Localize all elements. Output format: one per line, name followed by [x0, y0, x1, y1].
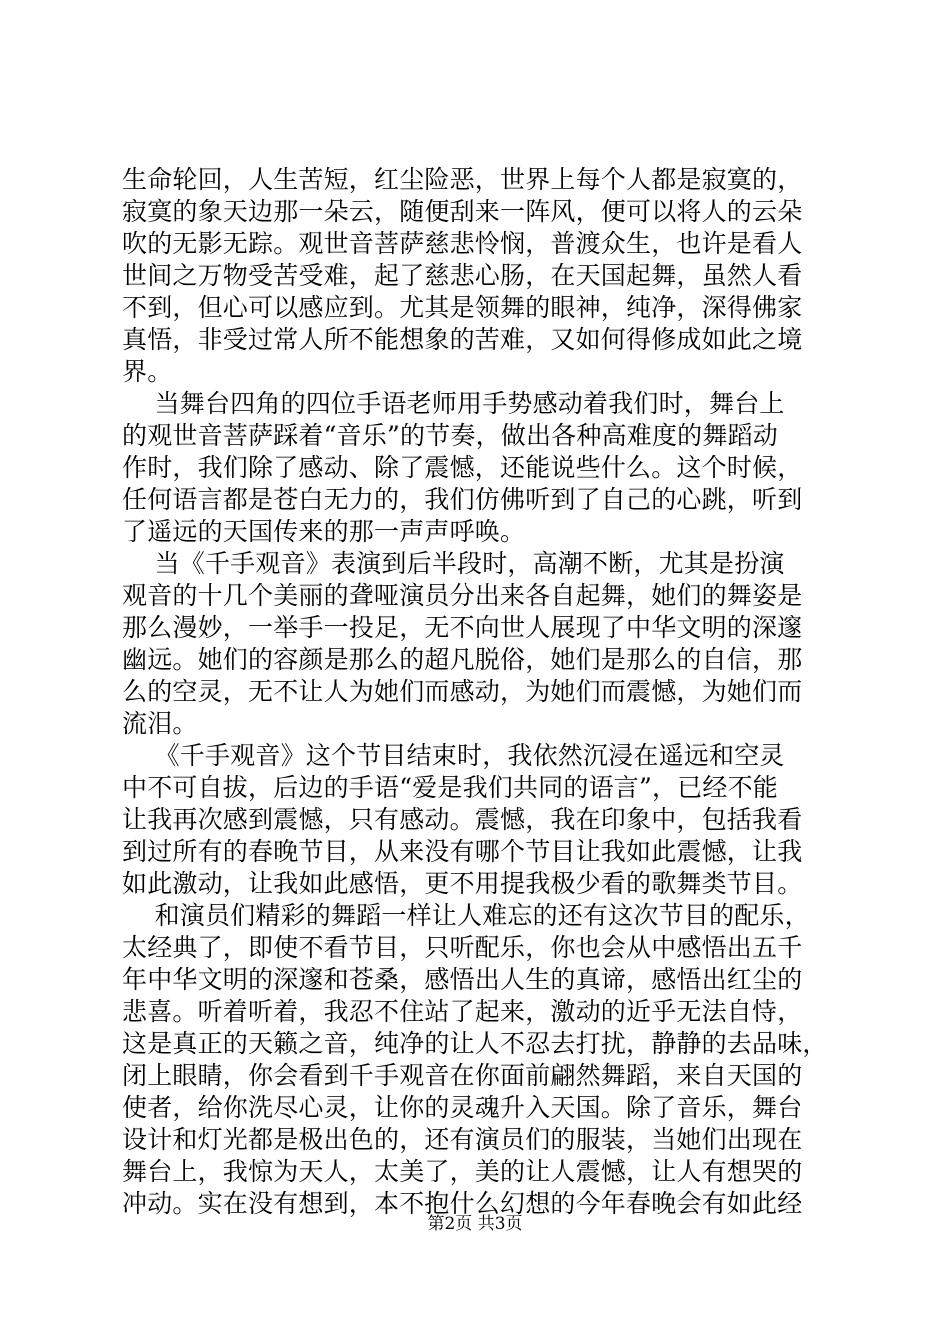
text-line: 界。: [122, 357, 173, 386]
text-line: 的观世音菩萨踩着“音乐”的节奏，做出各种高难度的舞蹈动: [122, 421, 778, 450]
body-text: [122, 164, 834, 1220]
text-line: 真悟，非受过常人所不能想象的苦难，又如何得修成如此之境: [122, 325, 803, 354]
text-line: 了遥远的天国传来的那一声声呼唤。: [122, 517, 526, 546]
text-line: 年中华文明的深邃和苍桑，感悟出人生的真谛，感悟出红尘的: [122, 965, 803, 994]
text-line: 不到，但心可以感应到。尤其是领舞的眼神，纯净，深得佛家: [122, 293, 803, 322]
text-line: 《千手观音》这个节目结束时，我依然沉浸在遥远和空灵: [122, 741, 785, 770]
text-line: 那么漫妙，一举手一投足，无不向世人展现了中华文明的深邃: [122, 613, 803, 642]
text-line: 中不可自拔，后边的手语“爱是我们共同的语言”，已经不能: [122, 773, 778, 802]
text-line: 世间之万物受苦受难，起了慈悲心肠，在天国起舞，虽然人看: [122, 261, 803, 290]
text-line: 幽远。她们的容颜是那么的超凡脱俗，她们是那么的自信，那: [122, 645, 803, 674]
text-line: 设计和灯光都是极出色的，还有演员们的服装，当她们出现在: [122, 1125, 803, 1154]
text-line: 让我再次感到震憾，只有感动。震憾，我在印象中，包括我看: [122, 805, 803, 834]
text-line: 任何语言都是苍白无力的，我们仿佛听到了自己的心跳，听到: [122, 485, 803, 514]
text-line: 观音的十几个美丽的聋哑演员分出来各自起舞，她们的舞姿是: [122, 581, 803, 610]
text-line: 太经典了，即使不看节目，只听配乐，你也会从中感悟出五千: [122, 933, 803, 962]
text-line: 如此激动，让我如此感悟，更不用提我极少看的歌舞类节目。: [122, 869, 803, 898]
text-line: 闭上眼睛，你会看到千手观音在你面前翩然舞蹈，来自天国的: [122, 1061, 803, 1090]
text-line: 生命轮回，人生苦短，红尘险恶，世界上每个人都是寂寞的，: [122, 165, 803, 194]
text-line: 么的空灵，无不让人为她们而感动，为她们而震憾，为她们而: [122, 677, 803, 706]
text-line: 和演员们精彩的舞蹈一样让人难忘的还有这次节目的配乐，: [122, 901, 810, 930]
text-line: 当舞台四角的四位手语老师用手势感动着我们时，舞台上: [122, 389, 785, 418]
text-line: 寂寞的象天边那一朵云，随便刮来一阵风，便可以将人的云朵: [122, 197, 803, 226]
text-line: 冲动。实在没有想到，本不抱什么幻想的今年春晚会有如此经: [122, 1189, 803, 1218]
page-number: 第2页 共3页: [427, 1214, 523, 1234]
text-line: 到过所有的春晚节目，从来没有哪个节目让我如此震憾，让我: [122, 837, 803, 866]
text-line: 这是真正的天籁之音，纯净的让人不忍去打扰，静静的去品味，: [122, 1029, 828, 1058]
text-line: 当《千手观音》表演到后半段时，高潮不断，尤其是扮演: [122, 549, 785, 578]
text-line: 作时，我们除了感动、除了震憾，还能说些什么。这个时候，: [122, 453, 803, 482]
text-line: 流泪。: [122, 709, 198, 738]
text-line: 舞台上，我惊为天人，太美了，美的让人震憾，让人有想哭的: [122, 1157, 803, 1186]
page-footer: [0, 1212, 950, 1236]
text-line: 悲喜。听着听着，我忍不住站了起来，激动的近乎无法自恃，: [122, 997, 803, 1026]
text-line: 使者，给你洗尽心灵，让你的灵魂升入天国。除了音乐，舞台: [122, 1093, 803, 1122]
text-line: 吹的无影无踪。观世音菩萨慈悲怜悯，普渡众生，也许是看人: [122, 229, 803, 258]
